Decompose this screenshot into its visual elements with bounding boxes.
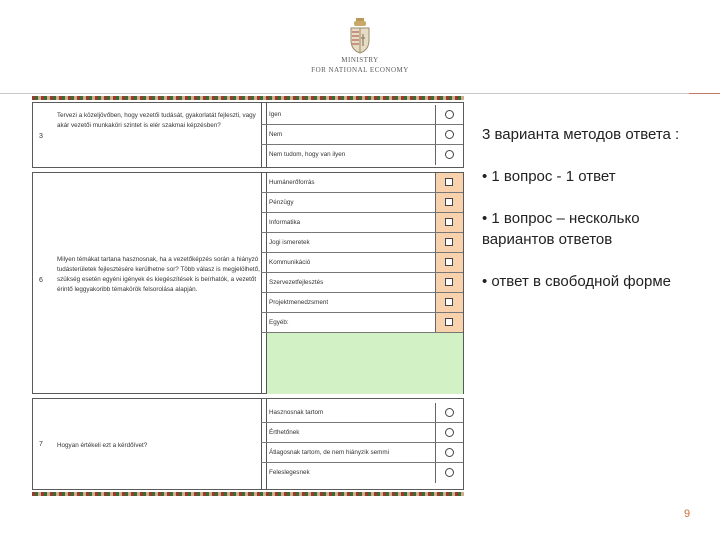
option-label: Hasznosnak tartom bbox=[269, 409, 324, 416]
option-label: Feleslegesnek bbox=[269, 469, 310, 476]
note-bullet: • 1 вопрос – несколько вариантов ответов bbox=[482, 210, 640, 248]
radio-button[interactable] bbox=[445, 428, 454, 437]
ministry-name-line1: MINISTRY bbox=[341, 56, 379, 64]
radio-button[interactable] bbox=[445, 130, 454, 139]
checkbox[interactable] bbox=[445, 218, 453, 226]
note-bullet: • ответ в свободной форме bbox=[482, 273, 671, 290]
header-divider-accent bbox=[689, 93, 720, 94]
option-label: Jogi ismeretek bbox=[269, 239, 310, 246]
checkbox[interactable] bbox=[445, 278, 453, 286]
option-control bbox=[435, 403, 463, 423]
option-label: Érthetőnek bbox=[269, 429, 300, 436]
radio-button[interactable] bbox=[445, 110, 454, 119]
option-control bbox=[435, 193, 463, 213]
option-row bbox=[261, 125, 463, 145]
decorative-stripe-bottom bbox=[32, 492, 464, 496]
checkbox[interactable] bbox=[445, 198, 453, 206]
page-number: 9 bbox=[684, 508, 691, 520]
spacer bbox=[482, 145, 712, 166]
spacer bbox=[482, 250, 712, 271]
option-control bbox=[435, 293, 463, 313]
note-bullet: • 1 вопрос - 1 ответ bbox=[482, 168, 616, 185]
option-label: Projektmenedzsment bbox=[269, 299, 329, 306]
option-control bbox=[435, 463, 463, 483]
question-number: 7 bbox=[39, 441, 43, 448]
option-label: Nem bbox=[269, 131, 283, 138]
ministry-name-line2: FOR NATIONAL ECONOMY bbox=[311, 66, 409, 74]
options-column bbox=[261, 399, 463, 489]
radio-button[interactable] bbox=[445, 150, 454, 159]
option-row bbox=[261, 443, 463, 463]
answer-methods-notes bbox=[482, 124, 712, 292]
option-control bbox=[435, 125, 463, 145]
option-label: Informatika bbox=[269, 219, 301, 226]
option-control bbox=[435, 145, 463, 165]
coat-of-arms-icon bbox=[347, 18, 373, 54]
option-row bbox=[261, 423, 463, 443]
option-label: Pénzügy bbox=[269, 199, 294, 206]
option-row bbox=[261, 233, 463, 253]
option-label: Egyéb: bbox=[269, 319, 289, 326]
ministry-logo bbox=[300, 18, 420, 84]
free-text-area[interactable] bbox=[267, 333, 463, 394]
notes-heading: 3 варианта методов ответа : bbox=[482, 126, 680, 143]
question-number: 3 bbox=[39, 133, 43, 140]
header-divider bbox=[0, 93, 720, 94]
checkbox[interactable] bbox=[445, 258, 453, 266]
option-control bbox=[435, 423, 463, 443]
question-7-block bbox=[32, 398, 464, 490]
option-row bbox=[261, 173, 463, 193]
decorative-stripe-top bbox=[32, 96, 464, 100]
radio-button[interactable] bbox=[445, 448, 454, 457]
option-row bbox=[261, 105, 463, 125]
option-control bbox=[435, 443, 463, 463]
spacer bbox=[482, 187, 712, 208]
checkbox[interactable] bbox=[445, 318, 453, 326]
option-row bbox=[261, 313, 463, 333]
option-control bbox=[435, 273, 463, 293]
option-label: Nem tudom, hogy van ilyen bbox=[269, 151, 346, 158]
option-row bbox=[261, 463, 463, 483]
option-label: Humánerőforrás bbox=[269, 179, 315, 186]
radio-button[interactable] bbox=[445, 408, 454, 417]
questionnaire-form bbox=[32, 96, 464, 496]
option-control bbox=[435, 233, 463, 253]
option-control bbox=[435, 253, 463, 273]
option-row bbox=[261, 273, 463, 293]
option-control bbox=[435, 105, 463, 125]
option-control bbox=[435, 213, 463, 233]
option-control bbox=[435, 173, 463, 193]
options-column bbox=[261, 103, 463, 167]
checkbox[interactable] bbox=[445, 178, 453, 186]
question-text: Hogyan értékeli ezt a kérdőívet? bbox=[57, 442, 148, 449]
option-row bbox=[261, 253, 463, 273]
option-label: Szervezetfejlesztés bbox=[269, 279, 324, 286]
option-label: Igen bbox=[269, 111, 282, 118]
question-text: Tervezi a közeljövőben, hogy vezetői tudását, gyakorlatát fejleszti, vagy akár vezetői munkaköri szintet is elér szakmai képzésben? bbox=[57, 112, 256, 129]
question-6-block bbox=[32, 172, 464, 394]
radio-button[interactable] bbox=[445, 468, 454, 477]
option-row bbox=[261, 145, 463, 165]
checkbox[interactable] bbox=[445, 298, 453, 306]
option-row bbox=[261, 293, 463, 313]
option-row bbox=[261, 213, 463, 233]
option-row bbox=[261, 403, 463, 423]
checkbox[interactable] bbox=[445, 238, 453, 246]
question-number: 6 bbox=[39, 277, 43, 284]
question-3-block bbox=[32, 102, 464, 168]
option-label: Kommunikáció bbox=[269, 259, 311, 266]
option-control bbox=[435, 313, 463, 333]
question-text: Milyen témákat tartana hasznosnak, ha a vezetőképzés során a hiányzó tudásterületek fejlesztésére kerülhetne sor? Több válasz is megjelölhető, szükség esetén egyéni igények és kiegészítések is beírhatók, a vezetőt érintő leggyakoribb témakörök felsorolása alapján. bbox=[57, 256, 260, 293]
option-label: Átlagosnak tartom, de nem hiányzik semmi bbox=[269, 449, 390, 456]
option-row bbox=[261, 193, 463, 213]
